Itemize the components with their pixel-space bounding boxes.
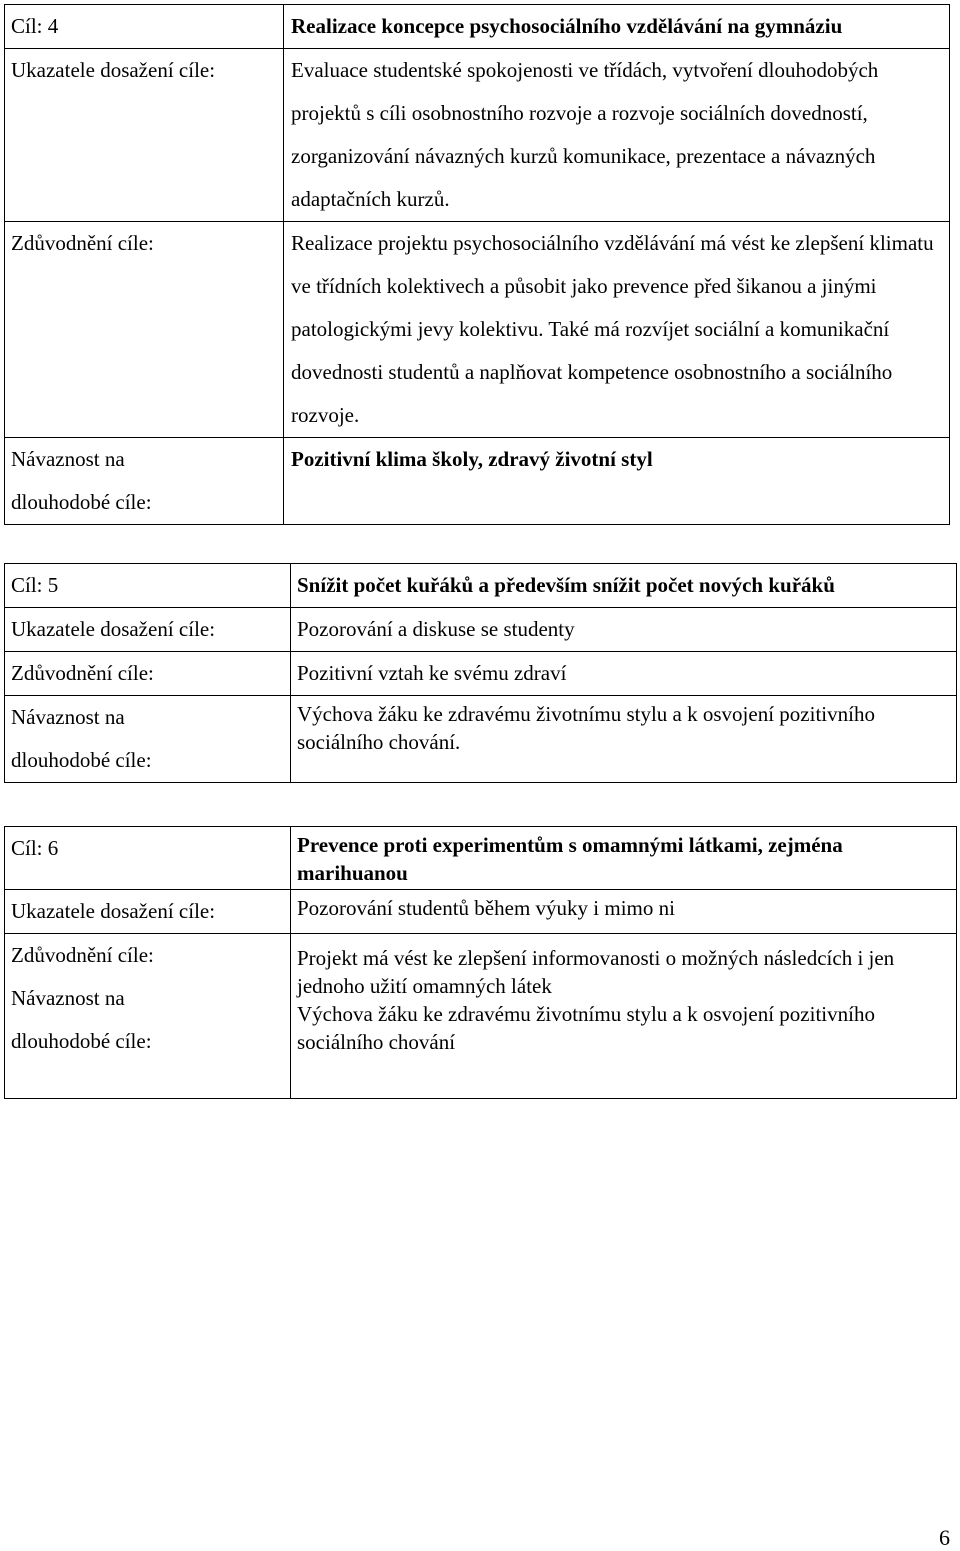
link-label-line-1: Návaznost na xyxy=(11,447,125,471)
indicators-label: Ukazatele dosažení cíle: xyxy=(5,608,291,652)
justification-label: Zdůvodnění cíle: xyxy=(11,943,154,967)
justification-label: Zdůvodnění cíle: xyxy=(5,652,291,696)
link-label-line-2: dlouhodobé cíle: xyxy=(11,1029,152,1053)
goal-table-6 xyxy=(4,826,957,1099)
indicators-row xyxy=(5,608,957,652)
indicators-label: Ukazatele dosažení cíle: xyxy=(5,49,284,222)
goal-title: Prevence proti experimentům s omamnými látkami, zejména marihuanou xyxy=(291,827,957,890)
goal-label: Cíl: 5 xyxy=(5,564,291,608)
indicators-value: Evaluace studentské spokojenosti ve třídách, vytvoření dlouhodobých projektů s cíli osobnostního rozvoje a rozvoje sociálních dovedností, zorganizování návazných kurzů komunikace, prezentace a návazných adaptačních kurzů. xyxy=(284,49,950,222)
goal-row xyxy=(5,827,957,890)
justification-and-link-values xyxy=(291,934,957,1099)
justification-and-link-labels xyxy=(5,934,291,1099)
link-label xyxy=(5,696,291,783)
indicators-row xyxy=(5,49,950,222)
link-label-line-1: Návaznost na xyxy=(11,705,125,729)
link-label-line-2: dlouhodobé cíle: xyxy=(11,748,152,772)
justification-and-link-row xyxy=(5,934,957,1099)
justification-value: Pozitivní vztah ke svému zdraví xyxy=(291,652,957,696)
indicators-value: Pozorování a diskuse se studenty xyxy=(291,608,957,652)
link-value: Výchova žáku ke zdravému životnímu stylu a k osvojení pozitivního sociálního chování xyxy=(297,1002,875,1054)
justification-row xyxy=(5,222,950,438)
goal-label: Cíl: 6 xyxy=(5,827,291,890)
indicators-label: Ukazatele dosažení cíle: xyxy=(5,890,291,934)
link-label-line-1: Návaznost na xyxy=(11,986,125,1010)
indicators-value: Pozorování studentů během výuky i mimo ni xyxy=(291,890,957,934)
link-label xyxy=(5,438,284,525)
goal-row xyxy=(5,5,950,49)
link-value: Pozitivní klima školy, zdravý životní styl xyxy=(284,438,950,525)
goal-title: Realizace koncepce psychosociálního vzdělávání na gymnáziu xyxy=(284,5,950,49)
justification-row xyxy=(5,652,957,696)
link-label-line-2: dlouhodobé cíle: xyxy=(11,490,152,514)
page-number: 6 xyxy=(939,1525,950,1550)
goal-title: Snížit počet kuřáků a především snížit počet nových kuřáků xyxy=(291,564,957,608)
link-row xyxy=(5,438,950,525)
justification-value: Projekt má vést ke zlepšení informovanosti o možných následcích i jen jednoho užití omamných látek xyxy=(297,946,895,998)
goal-table-4 xyxy=(4,4,950,525)
link-value: Výchova žáku ke zdravému životnímu stylu a k osvojení pozitivního sociálního chování. xyxy=(291,696,957,783)
goal-label: Cíl: 4 xyxy=(5,5,284,49)
goal-table-5 xyxy=(4,563,957,783)
justification-value: Realizace projektu psychosociálního vzdělávání má vést ke zlepšení klimatu ve třídních kolektivech a působit jako prevence před šikanou a jinými patologickými jevy kolektivu. Také má rozvíjet sociální a komunikační dovednosti studentů a naplňovat kompetence osobnostního a sociálního rozvoje. xyxy=(284,222,950,438)
goal-row xyxy=(5,564,957,608)
indicators-row xyxy=(5,890,957,934)
link-row xyxy=(5,696,957,783)
justification-label: Zdůvodnění cíle: xyxy=(5,222,284,438)
